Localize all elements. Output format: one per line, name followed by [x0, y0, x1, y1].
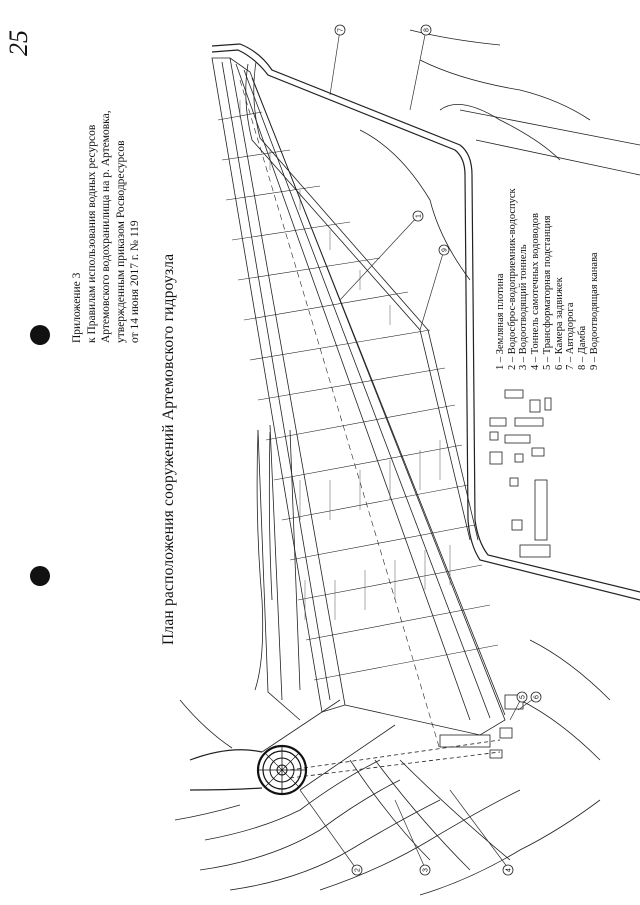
- callout-label: 9: [441, 248, 449, 252]
- legend-item: 8 – Дамба: [576, 325, 588, 370]
- dam-slope: [230, 58, 505, 735]
- intake-tower: [258, 746, 306, 794]
- callout-label: 4: [505, 868, 513, 872]
- plan-title: План расположения сооружений Артемовского гидроузла: [160, 253, 177, 645]
- spillway-channel: [190, 750, 262, 760]
- callout-label: 5: [519, 695, 527, 699]
- legend-item: 3 – Водоотводящий тоннель: [518, 244, 530, 370]
- appendix-line: Артемовского водохранилища на р. Артемовка,: [100, 110, 113, 343]
- callout-label: 6: [533, 695, 541, 699]
- callout-label: 2: [354, 868, 362, 872]
- appendix-line: от 14 июня 2017 г. № 119: [129, 220, 142, 343]
- appendix-line: утвержденным приказом Росводресурсов: [114, 140, 127, 343]
- callout-label: 7: [337, 28, 345, 32]
- callout-label: 3: [422, 868, 430, 872]
- appendix-line: Приложение 3: [71, 272, 83, 343]
- legend-item: 5 – Трансформаторная подстанция: [541, 215, 553, 370]
- legend-item: 9 – Водоотводящая канава: [588, 252, 600, 370]
- callout-label: 8: [423, 28, 431, 32]
- legend-item: 6 – Камера задвижек: [553, 277, 565, 370]
- legend-item: 2 – Водосброс-водоприемник-водоспуск: [506, 188, 518, 370]
- callout-label: 1: [415, 214, 423, 218]
- page-number: 25: [4, 30, 33, 56]
- legend-item: 7 – Автодорога: [565, 302, 577, 370]
- legend-item: 4 – Тоннель самотечных водоводов: [530, 212, 542, 370]
- legend-item: 1 – Земляная плотина: [495, 273, 506, 370]
- appendix-line: к Правилам использования водных ресурсов: [85, 124, 98, 343]
